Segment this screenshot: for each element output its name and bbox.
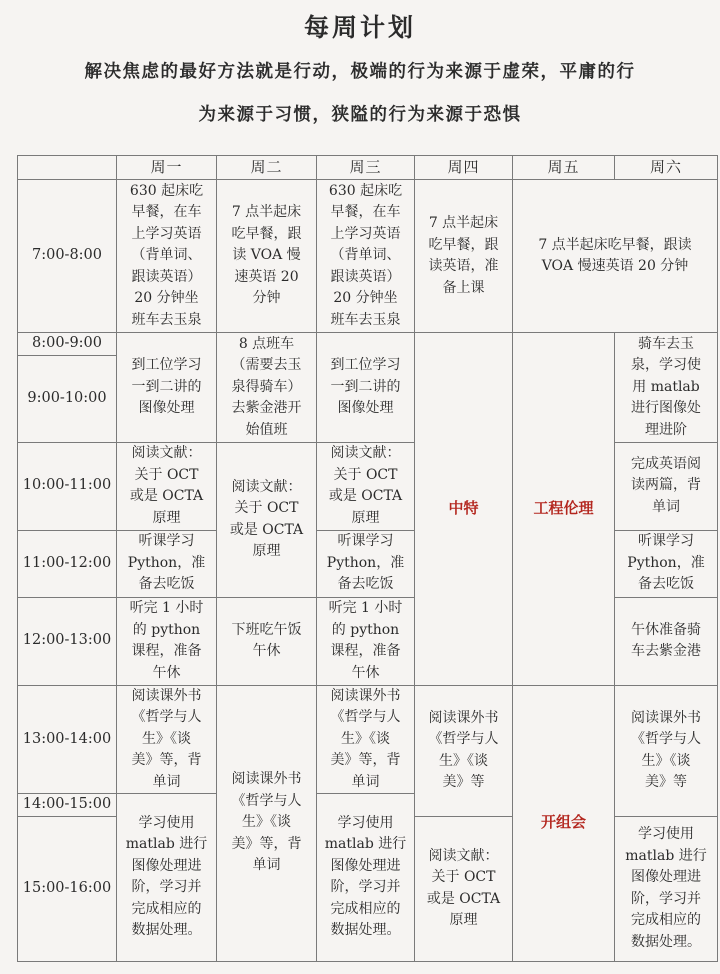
cell-wed-12: 听完 1 小时 的 python 课程，准备 午休 [317,597,415,685]
cell-sat-15: 学习使用 matlab 进行 图像处理进 阶，学习并 完成相应的 数据处理。 [615,816,718,961]
cell-fri-meeting: 开组会 [513,685,615,961]
time-15-16: 15:00-16:00 [18,816,117,961]
cell-wed-14: 学习使用 matlab 进行 图像处理进 阶，学习并 完成相应的 数据处理。 [317,794,415,962]
day-header-mon: 周一 [117,156,217,180]
cell-tue-10: 阅读文献： 关于 OCT 或是 OCTA 原理 [217,442,317,597]
day-header-thu: 周四 [415,156,513,180]
time-11-12: 11:00-12:00 [18,530,117,597]
time-12-13: 12:00-13:00 [18,597,117,685]
subtitle-line-2: 为来源于习惯，狭隘的行为来源于恐惧 [198,105,522,125]
header-corner-cell [18,156,117,180]
weekly-schedule-table [17,155,718,962]
cell-tue-12: 下班吃午饭 午休 [217,597,317,685]
time-14-15: 14:00-15:00 [18,794,117,817]
time-13-14: 13:00-14:00 [18,685,117,794]
cell-mon-14: 学习使用 matlab 进行 图像处理进 阶，学习并 完成相应的 数据处理。 [117,794,217,962]
cell-mon-12: 听完 1 小时 的 python 课程，准备 午休 [117,597,217,685]
header-row [18,156,718,180]
cell-mon-11: 听课学习 Python，准 备去吃饭 [117,530,217,597]
day-header-fri: 周五 [513,156,615,180]
cell-fri-class: 工程伦理 [513,333,615,686]
day-header-wed: 周三 [317,156,415,180]
cell-mon-10: 阅读文献： 关于 OCT 或是 OCTA 原理 [117,442,217,530]
cell-mon-8: 到工位学习 一到二讲的 图像处理 [117,333,217,443]
day-header-tue: 周二 [217,156,317,180]
cell-wed-8: 到工位学习 一到二讲的 图像处理 [317,333,415,443]
cell-tue-13: 阅读课外书 《哲学与人 生》《谈 美》等，背 单词 [217,685,317,961]
cell-sat-10: 完成英语阅 读两篇，背 单词 [615,442,718,530]
cell-wed-10: 阅读文献： 关于 OCT 或是 OCTA 原理 [317,442,415,530]
row-7-8 [18,180,718,333]
time-7-8: 7:00-8:00 [18,180,117,333]
subtitle-line-1: 解决焦虑的最好方法就是行动，极端的行为来源于虚荣，平庸的行 [84,62,636,82]
cell-thu-15: 阅读文献： 关于 OCT 或是 OCTA 原理 [415,816,513,961]
day-header-sat: 周六 [615,156,718,180]
cell-thu-13: 阅读课外书 《哲学与人 生》《谈 美》等 [415,685,513,816]
cell-fri-sat-7: 7 点半起床吃早餐，跟读 VOA 慢速英语 20 分钟 [513,180,718,333]
cell-wed-11: 听课学习 Python，准 备去吃饭 [317,530,415,597]
row-13-14 [18,685,718,794]
cell-wed-13: 阅读课外书 《哲学与人 生》《谈 美》等，背 单词 [317,685,415,794]
cell-thu-class: 中特 [415,333,513,686]
cell-mon-7: 630 起床吃 早餐，在车 上学习英语 （背单词、 跟读英语） 20 分钟坐 班车去玉泉 [117,180,217,333]
cell-thu-12: 午休准备骑 车去紫金港 [615,597,718,685]
time-8-9: 8:00-9:00 [18,333,117,356]
cell-sat-13: 阅读课外书 《哲学与人 生》《谈 美》等 [615,685,718,816]
cell-mon-13: 阅读课外书 《哲学与人 生》《谈 美》等，背 单词 [117,685,217,794]
row-8-9 [18,333,718,356]
cell-sat-8: 骑车去玉 泉，学习使 用 matlab 进行图像处 理进阶 [615,333,718,443]
time-10-11: 10:00-11:00 [18,442,117,530]
cell-thu-7: 7 点半起床 吃早餐，跟 读英语，准 备上课 [415,180,513,333]
cell-tue-7: 7 点半起床 吃早餐，跟 读 VOA 慢 速英语 20 分钟 [217,180,317,333]
page-title: 每周计划 [303,13,416,42]
cell-wed-7: 630 起床吃 早餐，在车 上学习英语 （背单词、 跟读英语） 20 分钟坐 班车去玉泉 [317,180,415,333]
cell-sat-11: 听课学习 Python，准 备去吃饭 [615,530,718,597]
time-9-10: 9:00-10:00 [18,355,117,442]
cell-tue-8: 8 点班车 （需要去玉 泉得骑车） 去紫金港开 始值班 [217,333,317,443]
